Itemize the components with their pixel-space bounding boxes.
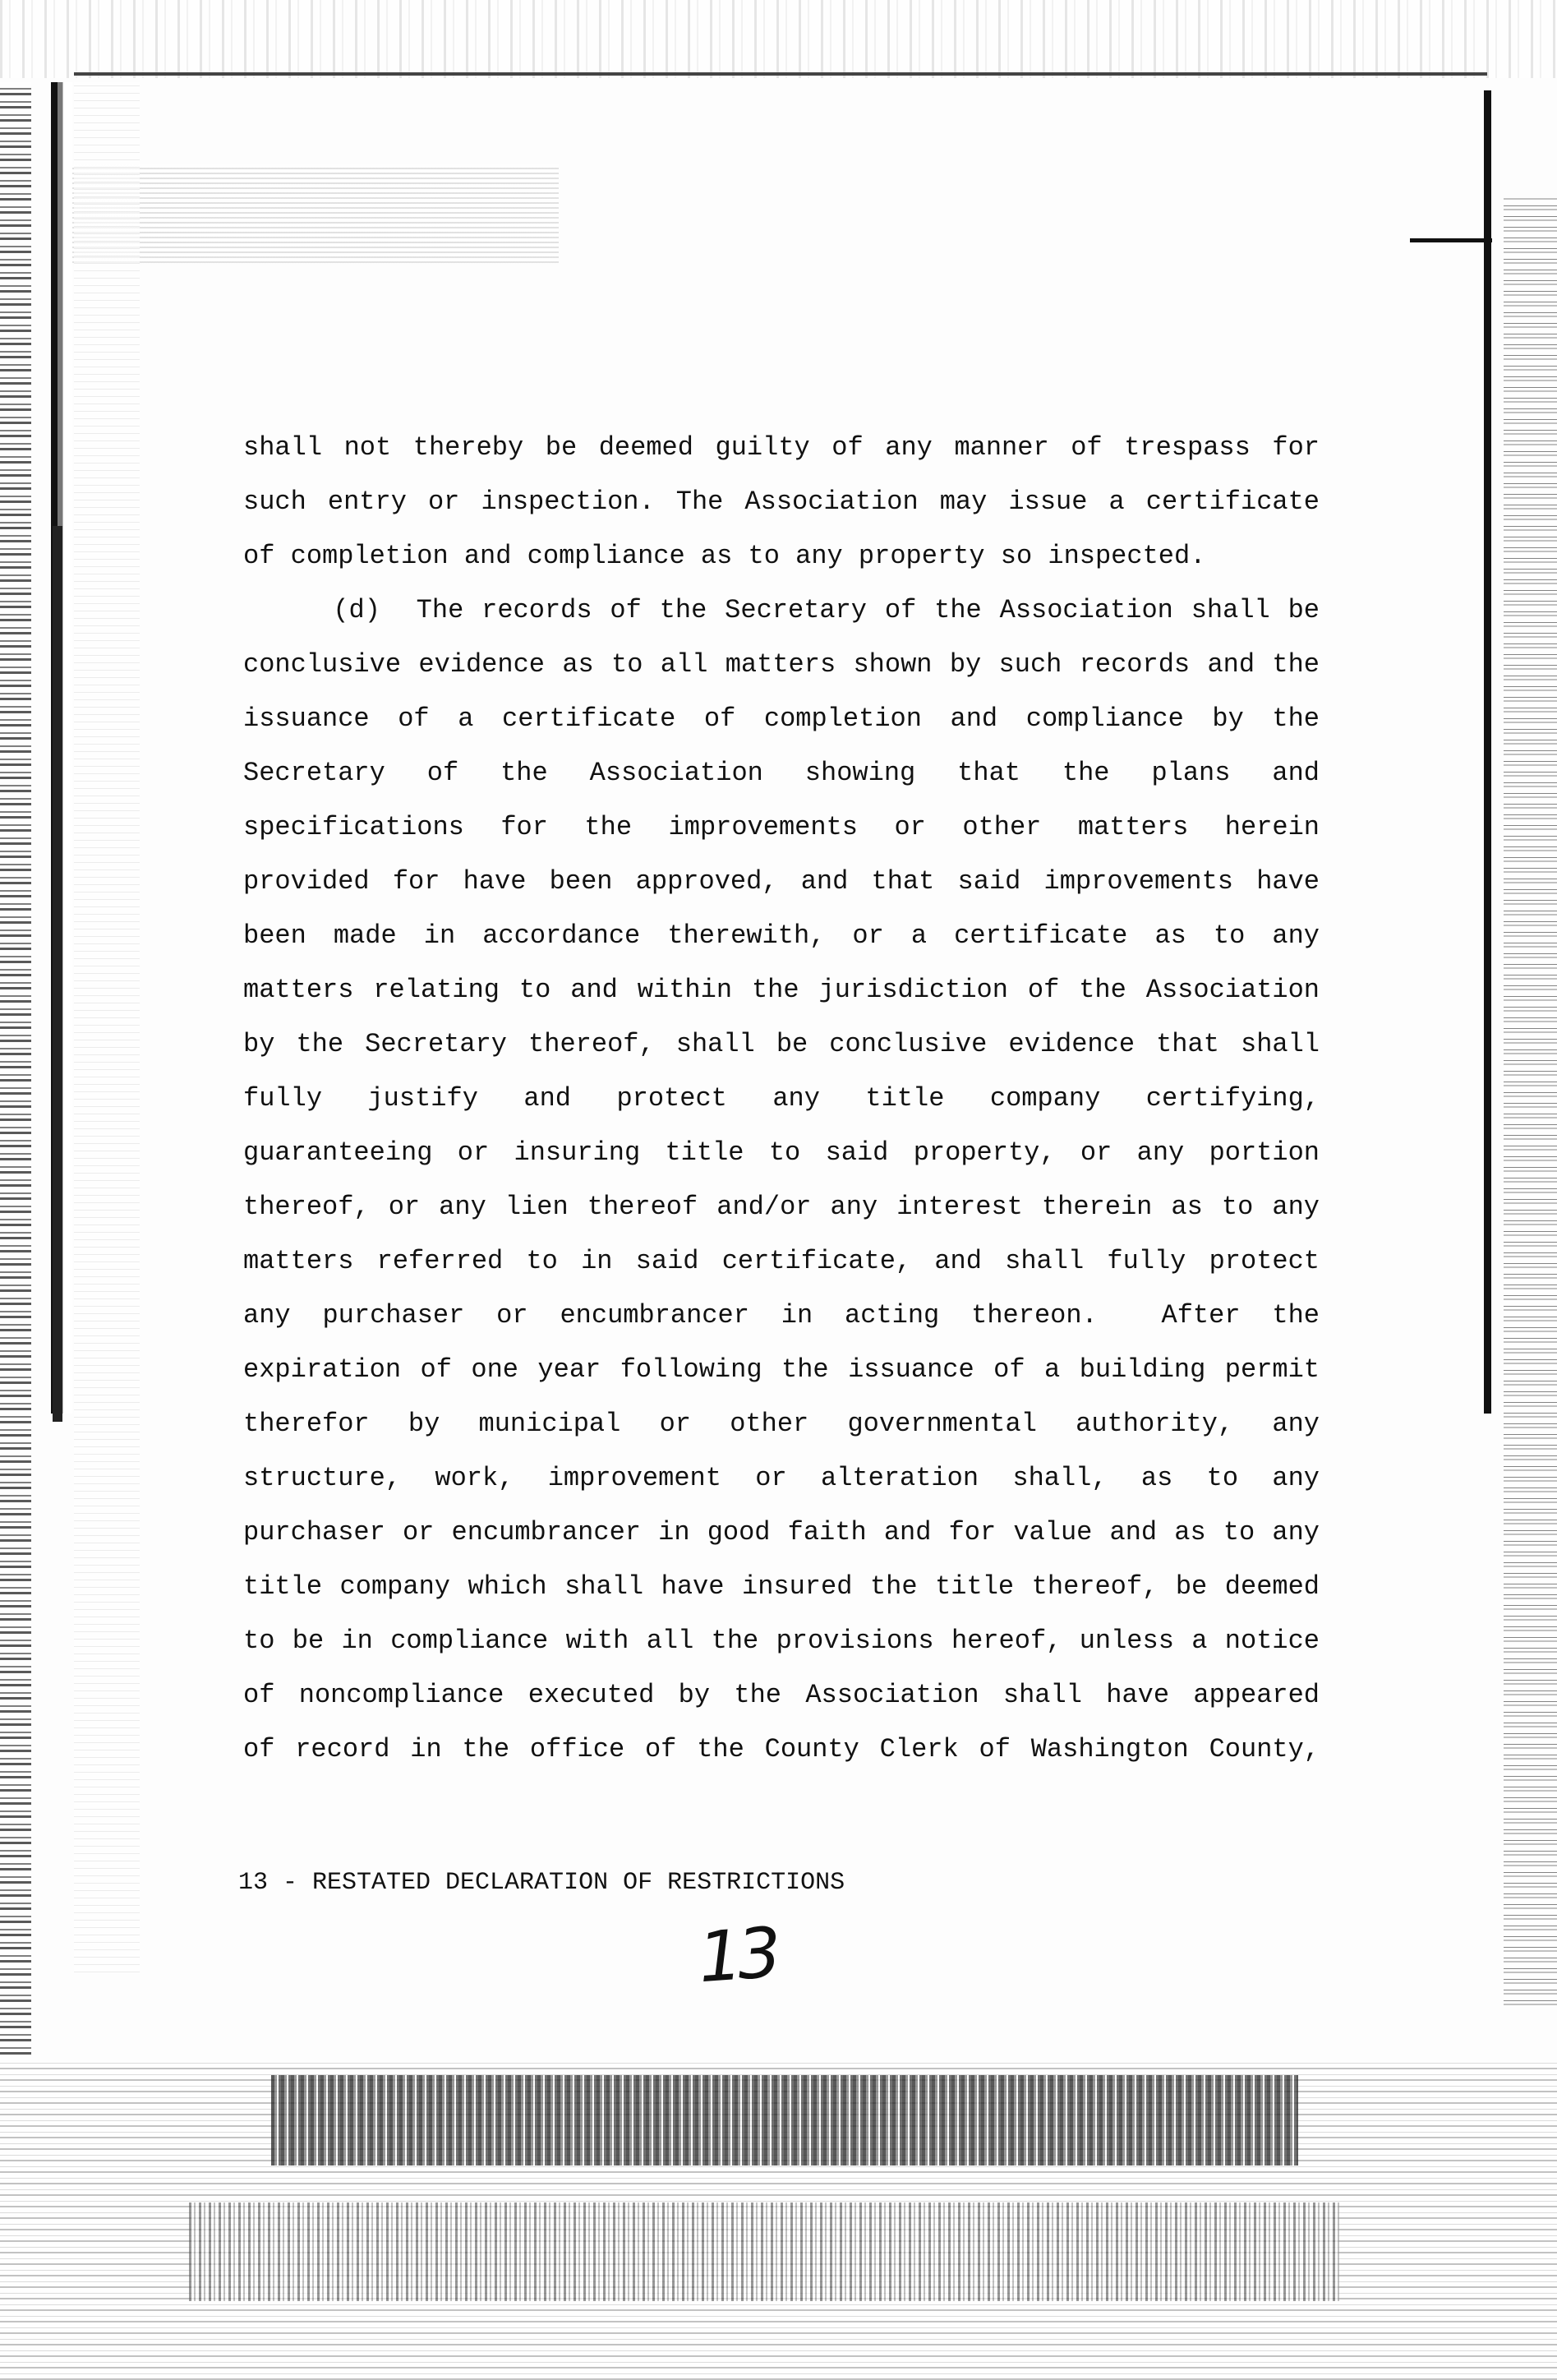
scan-noise-bottom-dark-lower [189, 2202, 1339, 2301]
scan-noise-top-left [66, 164, 559, 263]
text-line: such entry or inspection. The Association may issue a certificate [243, 487, 1320, 517]
text-line: by the Secretary thereof, shall be conclusive evidence that shall [243, 1029, 1320, 1059]
text-line: specifications for the improvements or other matters herein [243, 812, 1320, 842]
text-line: guaranteeing or insuring title to said property, or any portion [243, 1137, 1320, 1168]
text-line: thereof, or any lien thereof and/or any interest therein as to any [243, 1192, 1320, 1222]
text-line: of completion and compliance as to any property so inspected. [243, 541, 1206, 571]
text-line: of record in the office of the County Clerk of Washington County, [243, 1734, 1320, 1764]
text-line: expiration of one year following the issuance of a building permit [243, 1354, 1320, 1385]
text-line: purchaser or encumbrancer in good faith and for value and as to any [243, 1517, 1320, 1547]
scan-bar-left-inner [53, 526, 62, 1422]
scan-line-top [74, 72, 1487, 76]
text-line: fully justify and protect any title company certifying, [243, 1083, 1320, 1114]
scan-bar-right [1484, 90, 1491, 1414]
scan-noise-right-edge [1504, 197, 1557, 2005]
text-line: of noncompliance executed by the Association shall have appeared [243, 1680, 1320, 1710]
text-line: issuance of a certificate of completion and compliance by the [243, 703, 1320, 734]
text-line: to be in compliance with all the provisions hereof, unless a notice [243, 1626, 1320, 1656]
scan-noise-left-edge [0, 82, 31, 2055]
scan-noise-bottom-dark [271, 2075, 1298, 2166]
text-line: conclusive evidence as to all matters shown by such records and the [243, 649, 1320, 680]
text-line: matters referred to in said certificate, and shall fully protect [243, 1246, 1320, 1276]
document-body [243, 421, 1320, 1777]
text-line: Secretary of the Association showing that the plans and [243, 758, 1320, 788]
scan-speckle-left [74, 82, 140, 1972]
scan-noise-top [0, 0, 1557, 78]
handwritten-page-number: 13 [695, 1912, 780, 1999]
text-line: title company which shall have insured the title thereof, be deemed [243, 1571, 1320, 1602]
page-footer: 13 - RESTATED DECLARATION OF RESTRICTIONS [238, 1869, 845, 1897]
text-line: matters relating to and within the jurisdiction of the Association [243, 975, 1320, 1005]
text-line: been made in accordance therewith, or a certificate as to any [243, 920, 1320, 951]
text-line: provided for have been approved, and that said improvements have [243, 866, 1320, 897]
text-line: (d) The records of the Secretary of the Association shall be [243, 595, 1320, 625]
text-line: therefor by municipal or other governmental authority, any [243, 1409, 1320, 1439]
scan-tick-right [1410, 238, 1492, 242]
text-line: shall not thereby be deemed guilty of any manner of trespass for [243, 432, 1320, 463]
text-line: any purchaser or encumbrancer in acting thereon. After the [243, 1300, 1320, 1331]
text-line: structure, work, improvement or alteration shall, as to any [243, 1463, 1320, 1493]
